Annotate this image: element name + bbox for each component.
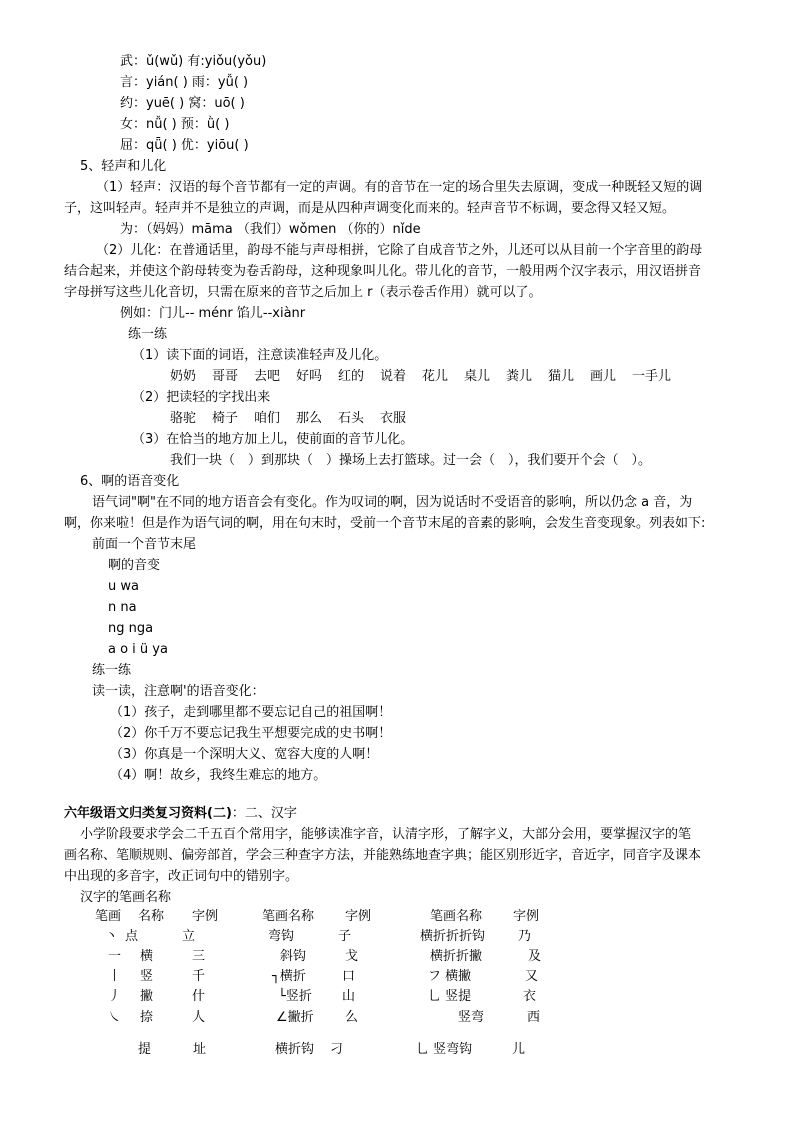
stroke-header-example-2: 字例 (345, 909, 372, 924)
part-2-heading (64, 805, 297, 823)
stroke-header-example: 字例 (192, 909, 219, 924)
stroke-name: 乚 竖提 (428, 989, 472, 1004)
stroke-example: 址 (193, 1042, 207, 1057)
section-6-line2: 啊，你来啦！但是作为语气词的啊，用在句末时，受前一个音节末尾的音素的影响，会发生音变现象。列表如下: (64, 516, 706, 531)
stroke-example: 又 (525, 969, 539, 984)
stroke-name: 撇 (140, 989, 154, 1004)
section-6-instruction: 读一读，注意啊'的语音变化： (92, 684, 265, 699)
word: 那么 (296, 411, 323, 426)
stroke-name: 提 (138, 1042, 152, 1057)
stroke-example: 千 (192, 969, 206, 984)
section-5-p2-example: 例如：门儿-- ménr 馅儿--xiànr (120, 306, 306, 321)
section-6-row-4: a o i ü ya (108, 642, 168, 657)
stroke-example: 山 (342, 989, 356, 1004)
section-6-practice-title: 练一练 (92, 663, 132, 678)
word: 猫儿 (548, 369, 575, 384)
stroke-name: 捺 (140, 1010, 154, 1025)
part-2-line2: 画名称、笔顺规则、偏旁部首，学会三种查字方法，并能熟练地查字典；能区别形近字，音近字，同音字及课本 (64, 848, 702, 863)
section-5-q1-words (170, 368, 671, 386)
section-6-item-1: （1）孩子，走到哪里都不要忘记自己的祖国啊！ (110, 705, 392, 720)
stroke-name: └竖折 (278, 989, 312, 1004)
stroke-name: 竖弯 (458, 1010, 485, 1025)
section-5-q3-sentence: 我们一块（ ）到那块（ ）操场上去打篮球。过一会（ ），我们要开个会（ ）。 (170, 453, 652, 468)
word: 好吗 (296, 369, 323, 384)
stroke-example: 立 (182, 929, 196, 944)
section-6-item-2: （2）你千万不要忘记我生平想要完成的史书啊！ (110, 726, 392, 741)
word: 骆驼 (170, 411, 197, 426)
word: 椅子 (212, 411, 239, 426)
stroke-glyph: 丶 (105, 929, 119, 944)
part-2-line3: 中出现的多音字，改正词句中的错别字。 (64, 869, 299, 884)
section-5-title: 5、轻声和儿化 (80, 159, 167, 174)
stroke-header-name: 名称 (138, 909, 165, 924)
part-2-heading-tail: ：二、汉字 (231, 806, 297, 821)
stroke-example: 么 (345, 1010, 359, 1025)
stroke-glyph: 丨 (108, 969, 122, 984)
stroke-header-name-3: 笔画名称 (430, 909, 483, 924)
section-5-p1-line1: （1）轻声：汉语的每个音节都有一定的声调。有的音节在一定的场合里失去原调，变成一种既轻又短的调 (96, 180, 703, 195)
stroke-example: 刁 (330, 1042, 344, 1057)
stroke-name: 乚 竖弯钩 (416, 1042, 473, 1057)
section-5-q2: （2）把读轻的字找出来 (132, 390, 271, 405)
stroke-name: 竖 (140, 969, 154, 984)
word: 奶奶 (170, 369, 197, 384)
stroke-example: 衣 (523, 989, 537, 1004)
word: 去吧 (254, 369, 281, 384)
section-6-line1: 语气词"啊"在不同的地方语音会有变化。作为叹词的啊，因为说话时不受语音的影响，所以仍念 a 音，为 (92, 495, 693, 510)
section-6-title: 6、啊的语音变化 (80, 474, 180, 489)
stroke-example: 口 (342, 969, 356, 984)
stroke-name: ┐横折 (272, 969, 306, 984)
stroke-name: ∠撇折 (276, 1010, 314, 1025)
section-5-p1-line2: 子，这叫轻声。轻声并不是独立的声调，而是从四种声调变化而来的。轻声音节不标调，要念得又轻又短。 (64, 201, 676, 216)
stroke-example: 及 (528, 949, 542, 964)
stroke-name: 斜钩 (280, 949, 307, 964)
word: 画儿 (590, 369, 617, 384)
section-5-p2-line1: （2）儿化：在普通话里，韵母不能与声母相拼，它除了自成音节之外，儿还可以从目前一个字音里的韵母 (96, 243, 703, 258)
stroke-example: 人 (192, 1010, 206, 1025)
part-2-heading-bold: 六年级语文归类复习资料(二) (64, 806, 232, 821)
word: 花儿 (422, 369, 449, 384)
stroke-name: 横 (140, 949, 154, 964)
stroke-example: 戈 (345, 949, 359, 964)
stroke-name: 横折折折钩 (420, 929, 486, 944)
section-6-table-header-1: 前面一个音节末尾 (92, 537, 197, 552)
stroke-header-stroke: 笔画 (95, 909, 122, 924)
word: 说着 (380, 369, 407, 384)
section-6-row-2: n na (108, 600, 137, 615)
section-6-row-1: u wa (108, 579, 139, 594)
stroke-example: 什 (192, 989, 206, 1004)
pinyin-example-5: 屈：qǖ( ) 优：yiōu( ) (120, 138, 249, 153)
section-5-p1-example: 为：（妈妈）māma （我们）wǒmen （你的）nǐde (120, 222, 421, 237)
stroke-name: フ 横撇 (428, 969, 472, 984)
pinyin-example-2: 言：yián( ) 雨：yǚ( ) (120, 75, 249, 90)
word: 红的 (338, 369, 365, 384)
section-6-item-4: （4）啊！故乡，我终生难忘的地方。 (110, 768, 327, 783)
word: 桌儿 (464, 369, 491, 384)
stroke-name: 横折折撇 (430, 949, 483, 964)
stroke-glyph: 一 (108, 949, 122, 964)
section-5-p2-line3: 字母拼写这些儿化音切，只需在原来的音节之后加上 r（表示卷舌作用）就可以了。 (64, 285, 542, 300)
section-5-q3: （3）在恰当的地方加上儿，使前面的音节儿化。 (132, 432, 414, 447)
stroke-glyph: ㇏ (108, 1010, 122, 1025)
stroke-name: 点 (125, 929, 139, 944)
word: 哥哥 (212, 369, 239, 384)
stroke-example: 儿 (512, 1042, 526, 1057)
section-5-q1: （1）读下面的词语，注意读准轻声及儿化。 (132, 348, 388, 363)
word: 衣服 (380, 411, 407, 426)
word: 石头 (338, 411, 365, 426)
stroke-glyph: 丿 (108, 989, 122, 1004)
stroke-example: 西 (527, 1010, 541, 1025)
pinyin-example-1: 武：ǔ(wǔ) 有:yiǒu(yǒu) (120, 54, 267, 69)
strokes-title: 汉字的笔画名称 (80, 890, 172, 905)
word: 咱们 (254, 411, 281, 426)
section-5-q2-words (170, 410, 406, 428)
pinyin-example-4: 女：nǚ( ) 预：ǜ( ) (120, 117, 230, 132)
word: 粪儿 (506, 369, 533, 384)
stroke-example: 乃 (518, 929, 532, 944)
word: 一手儿 (632, 369, 672, 384)
stroke-name: 横折钩 (275, 1042, 315, 1057)
stroke-name: 弯钩 (268, 929, 295, 944)
pinyin-example-3: 约：yuē( ) 窝：uō( ) (120, 96, 245, 111)
section-5-p2-line2: 结合起来，并使这个韵母转变为卷舌韵母，这种现象叫儿化。带儿化的音节，一般用两个汉字表示，用汉语拼音 (64, 264, 702, 279)
stroke-example: 三 (192, 949, 206, 964)
stroke-example: 子 (338, 929, 352, 944)
section-6-item-3: （3）你真是一个深明大义、宽容大度的人啊！ (110, 747, 379, 762)
part-2-line1: 小学阶段要求学会二千五百个常用字，能够读准字音，认清字形，了解字义，大部分会用，要掌握汉字的笔 (80, 827, 692, 842)
section-6-table-header-2: 啊的音变 (108, 558, 161, 573)
section-6-row-3: ng nga (108, 621, 154, 636)
section-5-practice-title: 练一练 (128, 327, 168, 342)
stroke-header-name-2: 笔画名称 (262, 909, 315, 924)
stroke-header-example-3: 字例 (513, 909, 540, 924)
